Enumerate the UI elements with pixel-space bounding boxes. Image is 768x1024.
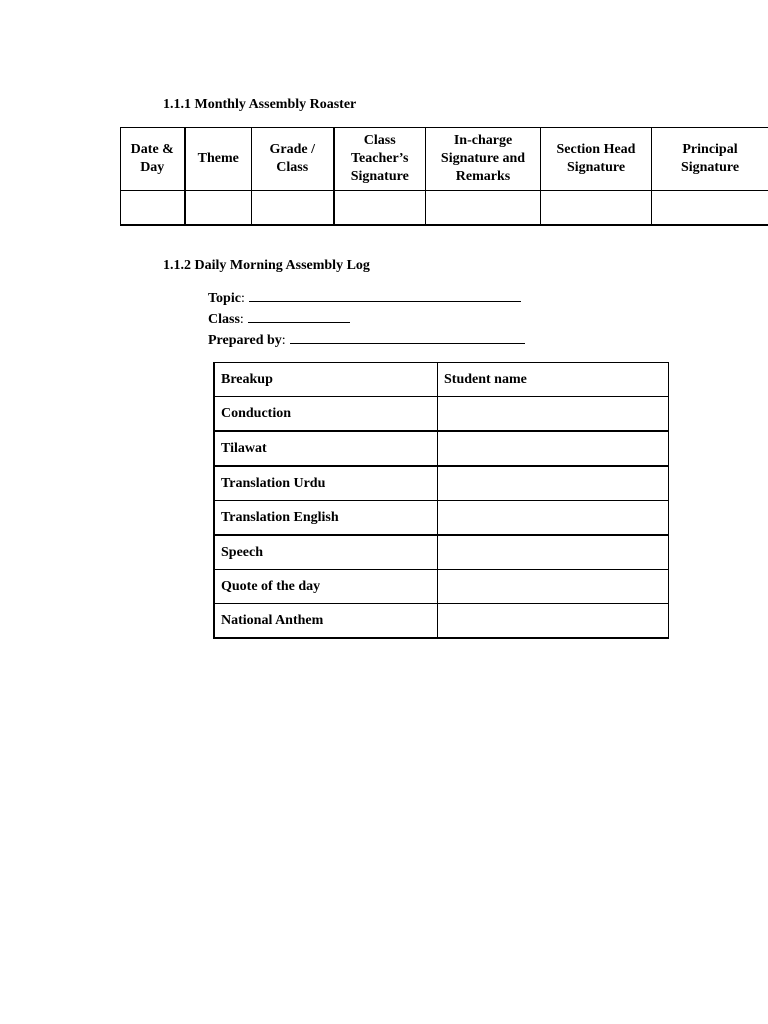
log-row-label: Translation Urdu	[214, 466, 438, 501]
roster-cell[interactable]	[252, 191, 334, 226]
log-row	[214, 397, 669, 432]
topic-field	[208, 288, 521, 307]
monthly-roster-heading: 1.1.1 Monthly Assembly Roaster	[163, 97, 357, 112]
log-row-label: Speech	[214, 535, 438, 570]
roster-col-date-day: Date & Day	[121, 128, 185, 191]
roster-cell[interactable]	[334, 191, 426, 226]
roster-col-grade-class: Grade / Class	[252, 128, 334, 191]
roster-cell[interactable]	[185, 191, 252, 226]
log-student-cell[interactable]	[438, 501, 669, 536]
roster-col-principal-signature: Principal Signature	[652, 128, 768, 191]
roster-empty-row	[121, 191, 768, 226]
daily-log-heading: 1.1.2 Daily Morning Assembly Log	[163, 258, 370, 273]
log-row	[214, 466, 669, 501]
roster-cell[interactable]	[652, 191, 768, 226]
class-label: Class	[208, 312, 240, 327]
log-header-row	[214, 363, 669, 397]
log-header-student-name: Student name	[438, 363, 669, 397]
class-blank-line[interactable]	[248, 309, 350, 323]
log-row-label: National Anthem	[214, 604, 438, 639]
log-row-label: Quote of the day	[214, 570, 438, 604]
log-row-label: Conduction	[214, 397, 438, 432]
log-student-cell[interactable]	[438, 604, 669, 639]
log-row	[214, 535, 669, 570]
log-row	[214, 501, 669, 536]
roster-col-section-head-signature: Section Head Signature	[541, 128, 652, 191]
roster-cell[interactable]	[541, 191, 652, 226]
prepared-by-field	[208, 330, 525, 349]
roster-header-row	[121, 128, 768, 191]
log-row	[214, 431, 669, 466]
log-row	[214, 604, 669, 639]
topic-colon: :	[240, 291, 245, 306]
roster-col-theme: Theme	[185, 128, 252, 191]
class-field	[208, 309, 350, 328]
log-student-cell[interactable]	[438, 397, 669, 432]
log-student-cell[interactable]	[438, 466, 669, 501]
log-row	[214, 570, 669, 604]
roster-cell[interactable]	[426, 191, 541, 226]
daily-log-table	[213, 362, 669, 639]
log-header-breakup: Breakup	[214, 363, 438, 397]
log-row-label: Tilawat	[214, 431, 438, 466]
roster-cell[interactable]	[121, 191, 185, 226]
prepared-by-label: Prepared by	[208, 333, 282, 348]
class-colon: :	[239, 312, 244, 327]
log-student-cell[interactable]	[438, 570, 669, 604]
monthly-roster-table	[120, 127, 768, 226]
prepared-by-colon: :	[281, 333, 286, 348]
roster-col-class-teacher-signature: Class Teacher’s Signature	[334, 128, 426, 191]
log-student-cell[interactable]	[438, 431, 669, 466]
prepared-by-blank-line[interactable]	[290, 330, 525, 344]
topic-blank-line[interactable]	[249, 288, 521, 302]
roster-col-incharge-signature: In-charge Signature and Remarks	[426, 128, 541, 191]
log-student-cell[interactable]	[438, 535, 669, 570]
topic-label: Topic	[208, 291, 241, 306]
log-row-label: Translation English	[214, 501, 438, 536]
